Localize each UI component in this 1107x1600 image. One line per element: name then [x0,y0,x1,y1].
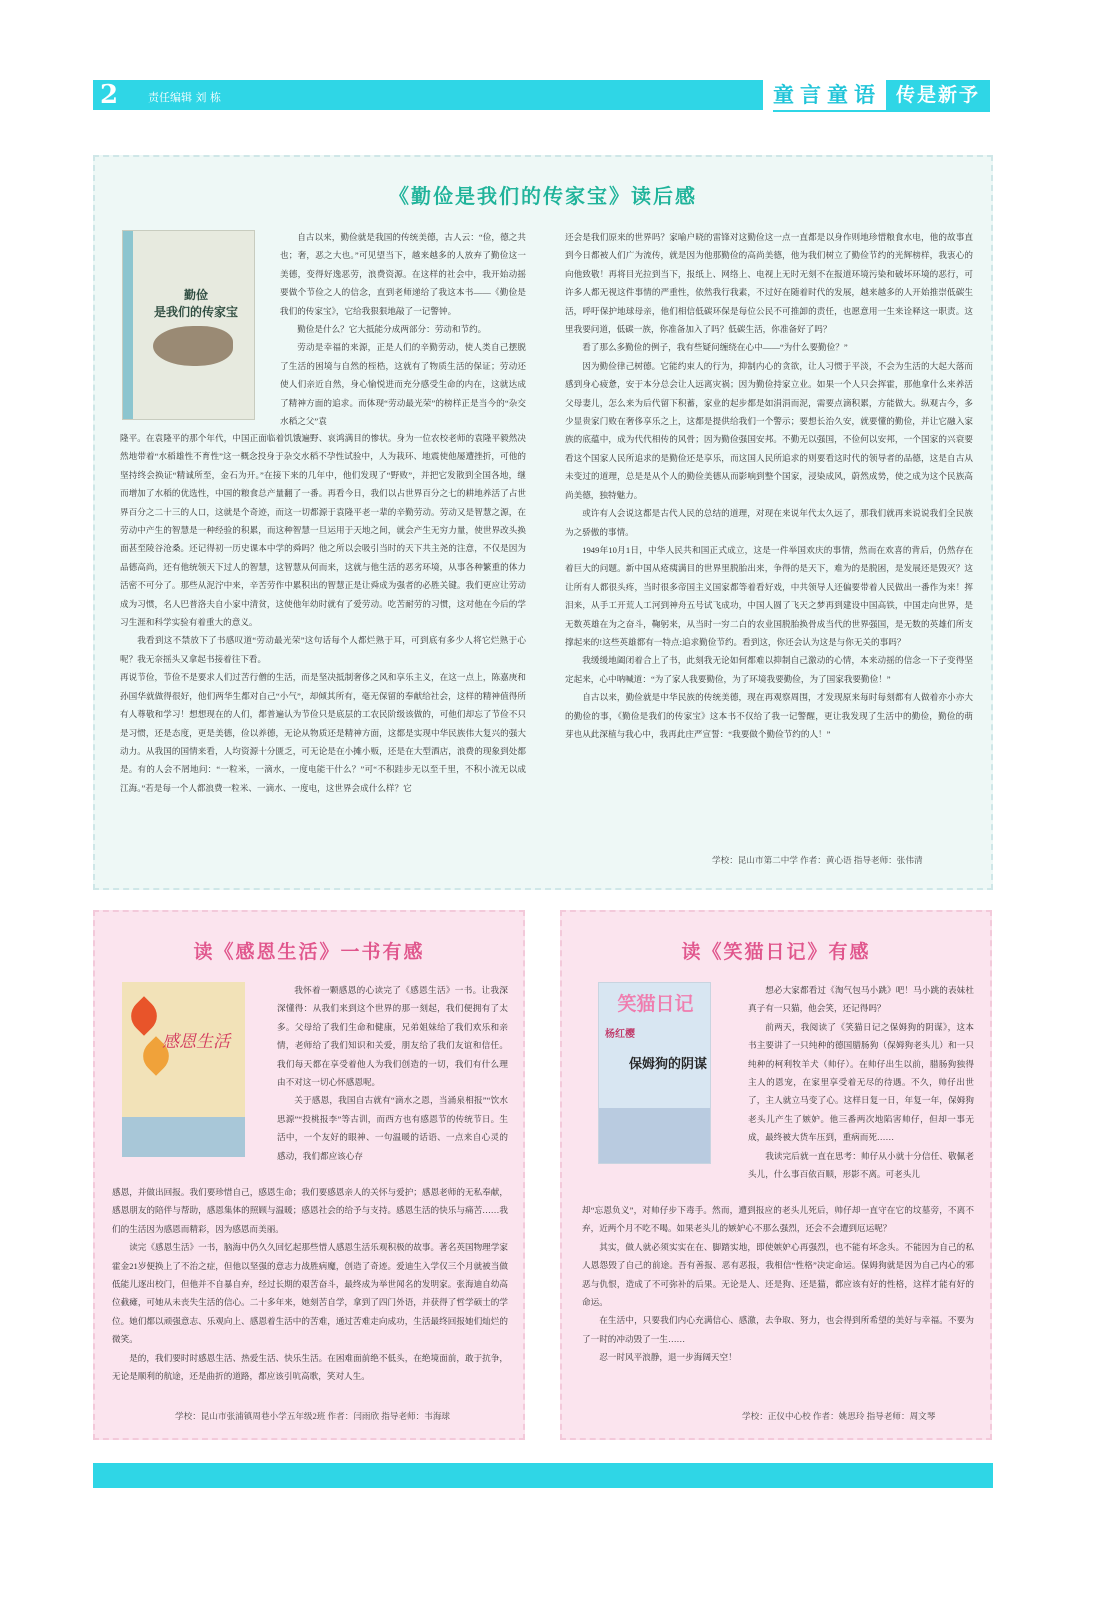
book-cover-xiaomao [598,982,711,1164]
paragraph: 我读完后就一直在思考：帅仔从小就十分信任、敬佩老头儿，什么事百依百顺，形影不离。可老头儿 [748,1150,974,1180]
paragraph: 其实，做人就必须实实在在、脚踏实地，即使嫉妒心再强烈，也不能有坏念头。不能因为自己的私人恩怨毁了自己的前途。吾有善报、恶有恶报，我相信“性格”决定命运。保姆狗就是因为自己内心的邪恶与仇恨，造成了不可弥补的后果。无论是人、还是狗、还是猫，都应该有好的性格，这样才能有好的命运。 [582,1241,974,1308]
paragraph: 看了那么多勤俭的例子，我有些疑问缠绕在心中——“为什么要勤俭？” [582,342,848,353]
paragraph: 在生活中，只要我们内心充满信心、感激，去争取、努力，也会得到所希望的美好与幸福。不要为了一时的冲动毁了一生…… [582,1315,974,1344]
article1-col-left-bottom [120,429,526,797]
article2-title: 读《感恩生活》一书有感 [193,941,425,963]
paragraph: 是的，我们要时时感恩生活、热爱生活、快乐生活。在困难面前绝不低头，在绝境面前，敢于抗争，无论是顺利的航途，还是曲折的道路，都应该引吭高歌，笑对人生。 [112,1352,508,1382]
paragraph: 劳动是幸福的来源，正是人们的辛勤劳动，使人类自己摆脱了生活的困境与自然的桎梏，这就有了物质生活的保证；劳动还使人们亲近自然，身心愉悦进而充分感受生命的内在，这就达成了精神方面的追求。而体现“劳动最光荣”的榜样正是当今的“杂交水稻之父”袁 [280,342,526,427]
cover-author: 杨红樱 [605,1029,635,1040]
article1-title: 《勤俭是我们的传家宝》读后感 [389,184,697,208]
paragraph: 读完《感恩生活》一书，脑海中仍久久回忆起那些惜人感恩生活乐观积极的故事。著名英国物理学家霍金21岁便换上了不治之症，但他以坚强的意志力战胜病魔，创造了奇迹。爱迪生入学仅三个月就被当做低能儿逐出校门，但他并不自暴自弃，经过长期的艰苦奋斗，最终成为举世闻名的发明家。张海迪自幼高位截瘫，可她从未丧失生活的信心。二十多年来，她刻苦自学，拿到了四门外语，并获得了哲学硕士的学位。她们都以顽强意志、乐观向上、感恩着生活中的苦难，通过苦难走向成功，生活最终回报她们灿烂的微笑。 [112,1242,508,1345]
cover-spine [123,231,133,419]
paragraph: 我怀着一颗感恩的心读完了《感恩生活》一书。让我深深懂得：从我们来到这个世界的那一刻起，我们便拥有了太多。父母给了我们生命和健康，兄弟姐妹给了我们欢乐和亲情，老师给了我们知识和关爱，朋友给了我们友谊和信任。我们每天都在享受着他人为我们创造的一切，我们有什么理由不对这一切心怀感恩呢。 [277,985,508,1088]
paragraph: 因为勤俭律己树德。它能约束人的行为，抑制内心的贪欲，让人习惯于平淡，不会为生活的大起大落而感到身心疲惫，安于本分总会让人远离灾祸；因为勤俭持家立业。如果一个人只会挥霍，那他拿什么来养活父母妻儿，怎么来为后代留下积蓄，家业的起步都是如涓涓而泥，需要点滴积累，方能做大。纵观古今，多少显贵家门败在奢侈享乐之上，这都是提供给我们一个警示；要想长治久安，就要懂的勤俭，并让它融入家族的底蕴中，成为代代相传的风骨；因为勤俭强国安邦。不勤无以强国，不俭何以安邦，一个国家的兴衰要看这个国家人民所追求的是勤俭还是享乐，而这国人民所追求的则要看这时代的领导者的品德，这是自古从未变过的道理，总是是从个人的勤俭美德从而影响到整个国家，浸染成风，蔚然成势，使之成为这个民族高尚美德，独特魅力。 [565,360,973,500]
book-cover-qinjian [122,230,255,420]
cover-title: 笑猫日记 [617,993,694,1015]
article1-credit: 学校：昆山市第二中学 作者：黄心语 指导老师：张伟清 [712,855,923,865]
paragraph: 感恩，并做出回报。我们要珍惜自己，感恩生命；我们要感恩亲人的关怀与爱护；感恩老师的无私奉献，感恩朋友的陪伴与帮助，感恩集体的照顾与温暖；感恩社会的给予与支持。感恩生活的快乐与痛苦……我们的生活因为感恩而精彩，因为感恩而美丽。 [112,1187,508,1234]
paragraph: 我缓缓地阖闭着合上了书，此刻我无论如何都难以抑制自己激动的心情，本来动摇的信念一下子变得坚定起来，心中呐喊道：“为了家人我要勤俭，为了环境我要勤俭，为了国家我要勤俭！” [565,655,973,684]
cover-title: 感恩生活 [162,1032,230,1052]
stone-illustration-icon [153,326,233,366]
article3-title: 读《笑猫日记》有感 [681,941,871,963]
paragraph: 自古以来，勤俭就是我国的传统美德，古人云：“俭，德之共也；奢，恶之大也。”可见望当下，越来越多的人放弃了勤俭这一美德，变得好逸恶劳，浪费资源。在这样的社会中，我开始动摇要做个节俭之人的信念，直到老师递给了我这本书——《勤俭是我们的传家宝》，它给我狠狠地敲了一记警钟。 [280,232,526,316]
article2-col-top [277,981,508,1165]
article2-credit: 学校：昆山市张浦镇周巷小学五年级2班 作者：闫雨欣 指导老师：韦海球 [175,1411,451,1421]
paragraph: 却“忘恩负义”，对帅仔步下毒手。然而，遭到报应的老头儿死后，帅仔却一直守在它的坟墓旁，不离不弃，近两个月不吃不喝。如果老头儿的嫉妒心不那么强烈，还会不会遭到厄运呢？ [582,1205,974,1234]
paragraph: 前两天，我阅读了《笑猫日记之保姆狗的阴谋》，这本书主要讲了一只纯种的德国腊肠狗（保姆狗老头儿）和一只纯种的柯利牧羊犬（帅仔）。在帅仔出生以前，腊肠狗独得主人的恩宠，在家里享受着无尽的待遇。不久，帅仔出世了，主人就立马变了心。这样日复一日，年复一年，保姆狗老头儿产生了嫉妒。他三番两次地陷害帅仔，但却一事无成，最终被大货车压到，重病而死…… [748,1021,974,1143]
cover-subtitle: 保姆狗的阴谋 [629,1057,708,1072]
leaf-icon [124,996,164,1036]
paragraph: 再说节俭，节俭不是要求人们过苦行僧的生活，而是坚决抵制奢侈之风和享乐主义，在这一点上，陈嘉庚和孙国华就做得很好，他们两华生都对自己“小气”，却倾其所有，毫无保留的奉献给社会，这样的精神值得所有人尊敬和学习！想想现在的人们，都普遍认为节俭只是底层的工农民阶级该做的，可他们却忘了节俭不只是习惯，还是态度，更是美德，俭以养德，无论从物质还是精神方面，这都是实现中华民族伟大复兴的强大动力。从我国的国情来看，人均资源十分匮乏，可无论是在小摊小贩，还是在大型酒店，浪费的现象到处都是。有的人会不屑地问：“一粒米，一滴水，一度电能干什么？”可“不积跬步无以至千里，不积小流无以成江海。”若是每一个人都浪费一粒米、一滴水、一度电，这世界会成什么样？它 [120,672,526,793]
paragraph: 忍一时风平浪静，退一步海阔天空！ [599,1352,737,1363]
brand-title: 童言童语 [773,83,881,107]
paragraph: 自古以来，勤俭就是中华民族的传统美德，现在再观察周围，才发现原来每时每刻都有人做着亦小亦大的勤俭的事，《勤俭是我们的传家宝》这本书不仅给了我一记警醒，更让我发现了生活中的勤俭，勤俭的萌芽也从此深植与我心中，我再此庄严宣誓：“我要做个勤俭节约的人！” [565,692,973,739]
article1-col-left-top [280,228,526,430]
cover-city [599,1108,710,1163]
article2-col-bottom [112,1183,508,1385]
editor-credit: 责任编辑 刘 栋 [148,91,221,104]
cover-ground [122,1117,245,1157]
article3-col-top [748,981,974,1183]
paragraph: 还会是我们原来的世界吗？家喻户晓的雷锋对这勤俭这一点一直都是以身作则地珍惜粮食水电，他的故事直到今日都被人们广为流传，就是因为他那勤俭的高尚美德，他为我们树立了勤俭节约的光辉榜样，我衷心的向他致敬！再将目光拉到当下，报纸上、网络上、电视上无时无刻不在报道环境污染和破坏环境的恶行，可许多人都无视这件事情的严重性，依然我行我素，不过好在随着时代的发展，越来越多的人开始推崇低碳生活，呼吁保护地球母亲，他们相信低碳环保是每位公民不可推卸的责任，也愿意用一生来诠释这一职责。这里我要问道，低碳一族，你准备加入了吗？低碳生活，你准备好了吗？ [565,232,973,335]
article1-col-right [565,228,973,743]
paragraph: 或许有人会说这都是古代人民的总结的道理，对现在来说年代太久远了，那我们就再来说说我们全民族为之骄傲的事情。 [565,508,973,537]
footer-bar [93,1463,993,1488]
article3-col-bottom [582,1201,974,1367]
paragraph: 想必大家都看过《淘气包马小跳》吧！马小跳的表妹杜真子有一只猫，他会笑，还记得吗？ [748,985,974,1014]
page-number: 2 [100,80,119,110]
paragraph: 我看到这不禁放下了书感叹道“劳动最光荣”这句话每个人都烂熟于耳，可到底有多少人将它烂熟于心呢？我无奈摇头又拿起书接着往下看。 [120,635,526,664]
paragraph: 关于感恩，我国自古就有“滴水之恩，当涌泉相报”“饮水思源”“投桃报李”等古训，而西方也有感恩节的传统节日。生活中，一个友好的眼神、一句温暖的话语、一点来自心灵的感动，我们都应该心存 [277,1095,508,1161]
header-rule [773,110,990,112]
book-cover-ganen [122,982,245,1157]
paragraph: 隆平。在袁隆平的那个年代，中国正面临着饥饿遍野、哀鸿满目的惨状。身为一位农校老师的袁隆平毅然决然地带着“水稻雄性不育性”这一概念投身于杂交水稻不孕性试验中，人为栽环、地震使他屡遭挫折，可他的坚持终会换证“精诚所至，金石为开。”在接下来的几年中，他们发现了“野败”，并把它发散到全国各地，继而增加了水稻的优选性，中国的粮食总产量翻了一番。再看今日，我们以占世界百分之七的耕地养活了占世界百分之二十三的人口，这就是个奇迹，而这一切都源于袁隆平老一辈的辛勤劳动。劳动又是智慧之源，在劳动中产生的智慧是一种经验的积累，而这种智慧一旦运用于天地之间，就会产生无穷力量，使世界改头换面甚至陵谷沧桑。还记得初一历史课本中学的舜吗？他之所以会吸引当时的天下共主尧的注意，不仅是因为品德高尚，还有他统领天下过人的智慧，这智慧从何而来，这就与他生活的恶劣环境，从事各种繁重的体力活密不可分了。那些从泥泞中来，辛苦劳作中累积出的智慧正是让舜成为强者的必胜关键。我们更应让劳动成为习惯，名人巴普洛夫自小家中清贫，这使他年幼时就有了爱劳动。吃苦耐劳的习惯，这对他在今后的学习生涯和科学实验有着重大的意义。 [120,433,526,628]
paragraph: 勤俭是什么？它大抵能分成两部分：劳动和节约。 [297,324,487,335]
paragraph: 1949年10月1日，中华人民共和国正式成立，这是一件举国欢庆的事情，然而在欢喜的背后，仍然存在着巨大的问题。新中国从疮痍满目的世界里脱胎出来，争得的是天下，难为的是脱困，是发展还是毁灭？这让所有人都很头疼，当时很多帝国主义国家都等着看好戏，中共领导人还偏要带着人民做出一番作为来！挥泪来，从手工开荒人工河到神舟五号试飞成功，中国人圆了飞天之梦再到建设中国高铁，中国走向世界，是无数英雄在为之奋斗，鞠躬来，从当时一穷二白的农业国脱胎换骨成当代的世界强国，是无数的英雄们所支撑起来的!这些英雄都有一特点:追求勤俭节约。看到这，你还会认为这是与你无关的事吗？ [565,544,973,647]
brand-tag: 传是新予 [886,80,990,110]
cover-title: 勤俭 是我们的传家宝 [153,288,238,319]
article3-credit: 学校：正仪中心校 作者：姚思玲 指导老师：周文琴 [742,1411,936,1421]
